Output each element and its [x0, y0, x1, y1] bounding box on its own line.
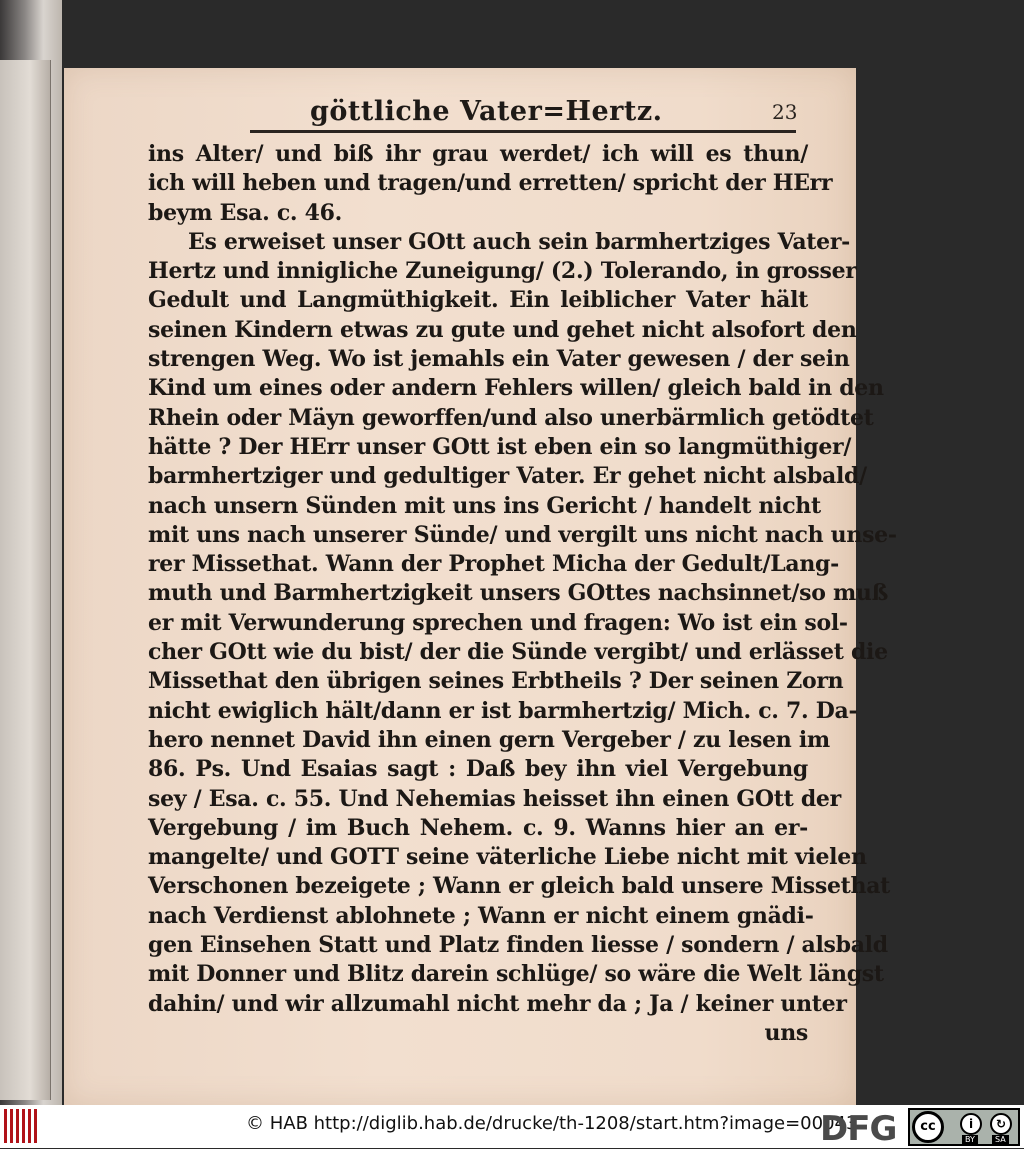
viewer-footer: [0, 1105, 1024, 1148]
dfg-logo: DFG: [820, 1109, 897, 1149]
text-line: Missethat den übrigen seines Erbtheils ? Der seinen Zorn: [148, 668, 844, 695]
text-line: hätte ? Der HErr unser GOtt ist eben ein so langmüthiger/: [148, 433, 852, 460]
text-line: nicht ewiglich hält/dann er ist barmhertzig/ Mich. c. 7. Da-: [148, 697, 858, 724]
text-line: Rhein oder Mäyn geworffen/und also unerbärmlich getödtet: [148, 404, 874, 431]
text-line: beym Esa. c. 46.: [148, 199, 343, 226]
text-line: seinen Kindern etwas zu gute und gehet nicht alsofort den: [148, 316, 857, 343]
text-line: cher GOtt wie du bist/ der die Sünde vergibt/ und erlässet die: [148, 639, 888, 666]
text-line: rer Missethat. Wann der Prophet Micha der Gedult/Lang-: [148, 551, 839, 578]
attribution-icon: i: [960, 1113, 982, 1135]
text-line: er mit Verwunderung sprechen und fragen: Wo ist ein sol-: [148, 609, 848, 636]
catchword: uns: [764, 1019, 808, 1046]
text-line: nach Verdienst ablohnete ; Wann er nicht einem gnädi-: [148, 902, 814, 929]
text-line: mit Donner und Blitz darein schlüge/ so wäre die Welt längst: [148, 961, 884, 988]
text-line: barmhertziger und gedultiger Vater. Er gehet nicht alsbald/: [148, 463, 867, 490]
text-line: Kind um eines oder andern Fehlers willen/ gleich bald in den: [148, 375, 884, 402]
header-rule: [250, 130, 796, 133]
text-line: ich will heben und tragen/und erretten/ spricht der HErr: [148, 170, 833, 197]
text-line: Gedult und Langmüthigkeit. Ein leiblicher Vater hält: [148, 287, 808, 314]
text-line: Vergebung / im Buch Nehem. c. 9. Wanns hier an er-: [148, 814, 808, 841]
barcode-icon: [4, 1109, 38, 1143]
text-line: 86. Ps. Und Esaias sagt : Daß bey ihn viel Vergebung: [148, 756, 808, 783]
body-text: [148, 140, 897, 1048]
text-line: Verschonen bezeigete ; Wann er gleich bald unsere Missethat: [148, 873, 891, 900]
cc-license-badge[interactable]: [908, 1108, 1020, 1146]
text-line: dahin/ und wir allzumahl nicht mehr da ; Ja / keiner unter: [148, 990, 847, 1017]
text-line: hero nennet David ihn einen gern Vergeber / zu lesen im: [148, 726, 830, 753]
page-number: 23: [772, 100, 798, 124]
text-line: sey / Esa. c. 55. Und Nehemias heisset ihn einen GOtt der: [148, 785, 841, 812]
text-line: gen Einsehen Statt und Platz finden liesse / sondern / alsbald: [148, 932, 888, 959]
running-title: göttliche Vater=Hertz.: [310, 96, 663, 127]
cc-icon: cc: [912, 1111, 944, 1143]
text-line: nach unsern Sünden mit uns ins Gericht / handelt nicht: [148, 492, 821, 519]
by-label: BY: [962, 1135, 978, 1144]
share-alike-icon: ↻: [990, 1113, 1012, 1135]
text-line: mangelte/ und GOTT seine väterliche Liebe nicht mit vielen: [148, 844, 867, 871]
text-line: Es erweiset unser GOtt auch sein barmhertziges Vater-: [188, 228, 850, 255]
running-header: [250, 96, 810, 136]
source-credit-link[interactable]: © HAB http://diglib.hab.de/drucke/th-1208/start.htm?image=00043: [246, 1113, 858, 1134]
text-line: mit uns nach unserer Sünde/ und vergilt uns nicht nach unse-: [148, 521, 897, 548]
text-line: muth und Barmhertzigkeit unsers GOttes nachsinnet/so muß: [148, 580, 889, 607]
text-line: Hertz und innigliche Zuneigung/ (2.) Tolerando, in grosser: [148, 258, 857, 285]
text-line: strengen Weg. Wo ist jemahls ein Vater gewesen / der sein: [148, 346, 850, 373]
sa-label: SA: [992, 1135, 1009, 1144]
previous-page-edge: [0, 60, 51, 1100]
text-line: ins Alter/ und biß ihr grau werdet/ ich will es thun/: [148, 141, 808, 167]
